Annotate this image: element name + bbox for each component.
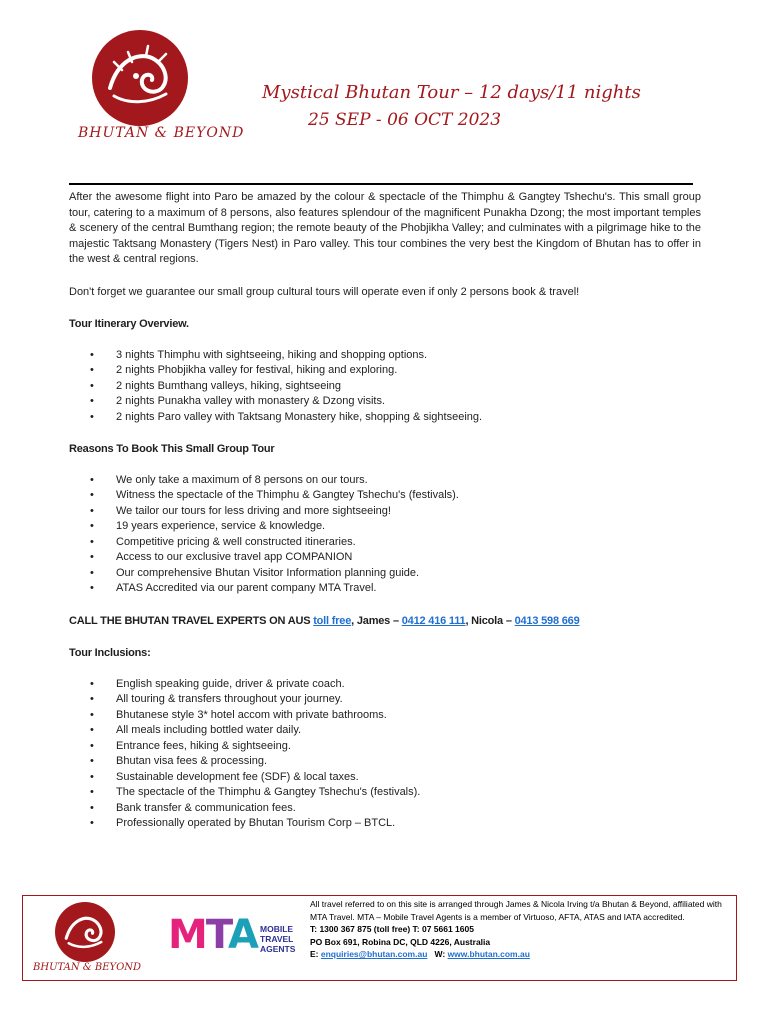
list-item: • Access to our exclusive travel app COMPANION — [69, 550, 701, 566]
james-phone-link[interactable]: 0412 416 111 — [401, 614, 466, 627]
list-item: • Bhutan visa fees & processing. — [69, 754, 701, 770]
footer-disclaimer: All travel referred to on this site is arranged through James & Nicola Irving t/a Bhutan & Beyond, affiliated with MTA Travel. MTA – Mobile Travel Agents is a member of Virtuoso, AFTA, ATAS and IATA accredited. — [310, 899, 722, 922]
web-label: W: — [427, 949, 448, 959]
list-item: • English speaking guide, driver & private coach. — [69, 677, 701, 693]
mta-logo-words — [260, 924, 295, 954]
mta-word: TRAVEL — [260, 934, 294, 944]
list-item: • We tailor our tours for less driving and more sightseeing! — [69, 504, 701, 520]
email-label: E: — [310, 949, 321, 959]
list-item: • 2 nights Paro valley with Taktsang Monastery hike, shopping & sightseeing. — [69, 410, 701, 426]
mta-logo — [168, 908, 308, 968]
itinerary-list — [69, 348, 701, 426]
list-item: • 3 nights Thimphu with sightseeing, hiking and shopping options. — [69, 348, 701, 364]
itinerary-heading: Tour Itinerary Overview. — [69, 318, 189, 330]
footer-phones: T: 1300 367 875 (toll free) T: 07 5661 1605 — [310, 924, 474, 934]
list-item: • The spectacle of the Thimphu & Gangtey Tshechu's (festivals). — [69, 785, 701, 801]
reasons-heading: Reasons To Book This Small Group Tour — [69, 443, 275, 455]
tour-dates: 25 SEP - 06 OCT 2023 — [308, 110, 502, 130]
inclusions-list — [69, 677, 701, 832]
header-divider — [69, 183, 693, 185]
email-link[interactable]: enquiries@bhutan.com.au — [320, 949, 428, 959]
main-content — [69, 190, 701, 832]
mta-word: AGENTS — [260, 944, 296, 954]
list-item: • Our comprehensive Bhutan Visitor Information planning guide. — [69, 566, 701, 582]
call-prefix: CALL THE BHUTAN TRAVEL EXPERTS ON AUS — [69, 614, 314, 627]
list-item: • Witness the spectacle of the Thimphu & Gangtey Tshechu's (festivals). — [69, 488, 701, 504]
footer-contact — [310, 948, 730, 961]
reasons-list — [69, 473, 701, 597]
logo-text: BHUTAN & BEYOND — [78, 125, 245, 141]
list-item: • Bhutanese style 3* hotel accom with private bathrooms. — [69, 708, 701, 724]
mta-word: MOBILE — [260, 924, 294, 934]
page-title: Mystical Bhutan Tour – 12 days/11 nights — [262, 82, 641, 103]
list-item: • 2 nights Bumthang valleys, hiking, sightseeing — [69, 379, 701, 395]
bhutan-beyond-logo — [78, 30, 245, 150]
footer-logo-text: BHUTAN & BEYOND — [33, 962, 142, 973]
list-item: • 2 nights Phobjikha valley for festival, hiking and exploring. — [69, 363, 701, 379]
inclusions-heading: Tour Inclusions: — [69, 647, 151, 659]
list-item: • We only take a maximum of 8 persons on our tours. — [69, 473, 701, 489]
toll-free-link[interactable]: toll free — [313, 614, 352, 627]
guarantee-paragraph: Don't forget we guarantee our small group cultural tours will operate even if only 2 persons book & travel! — [69, 285, 580, 298]
list-item: • Professionally operated by Bhutan Tourism Corp – BTCL. — [69, 816, 701, 832]
footer-dragon-icon — [55, 902, 115, 962]
website-link[interactable]: www.bhutan.com.au — [447, 949, 530, 959]
footer-logo — [33, 902, 163, 978]
nicola-label: , Nicola – — [465, 614, 515, 627]
list-item: • Entrance fees, hiking & sightseeing. — [69, 739, 701, 755]
footer-address: PO Box 691, Robina DC, QLD 4226, Australia — [310, 936, 491, 947]
list-item: • Competitive pricing & well constructed itineraries. — [69, 535, 701, 551]
list-item: • All meals including bottled water daily. — [69, 723, 701, 739]
dragon-logo-icon — [92, 30, 188, 126]
list-item: • 19 years experience, service & knowledge. — [69, 519, 701, 535]
footer-box — [22, 895, 737, 981]
mta-logo-letters: MTA — [168, 912, 257, 958]
footer-text — [310, 898, 730, 961]
list-item: • Bank transfer & communication fees. — [69, 801, 701, 817]
list-item: • All touring & transfers throughout your journey. — [69, 692, 701, 708]
list-item: • ATAS Accredited via our parent company MTA Travel. — [69, 581, 701, 597]
list-item: • 2 nights Punakha valley with monastery & Dzong visits. — [69, 394, 701, 410]
james-label: , James – — [351, 614, 402, 627]
intro-paragraph: After the awesome flight into Paro be amazed by the colour & spectacle of the Thimphu & Gangtey Tshechu's. This small group tour, catering to a maximum of 8 persons, also features splendour of the magnificent Punakha Dzong; the most important temples & scenery of the central Bumthang region; the remote beauty of the Phobjikha Valley; and culminates with a pilgrimage hike to the majestic Taktsang Monastery (Tigers Nest) in Paro valley. This tour combines the very best the Kingdom of Bhutan has to offer in the west & central regions. — [69, 191, 701, 265]
list-item: • Sustainable development fee (SDF) & local taxes. — [69, 770, 701, 786]
call-to-action — [69, 614, 701, 630]
nicola-phone-link[interactable]: 0413 598 669 — [514, 614, 580, 627]
